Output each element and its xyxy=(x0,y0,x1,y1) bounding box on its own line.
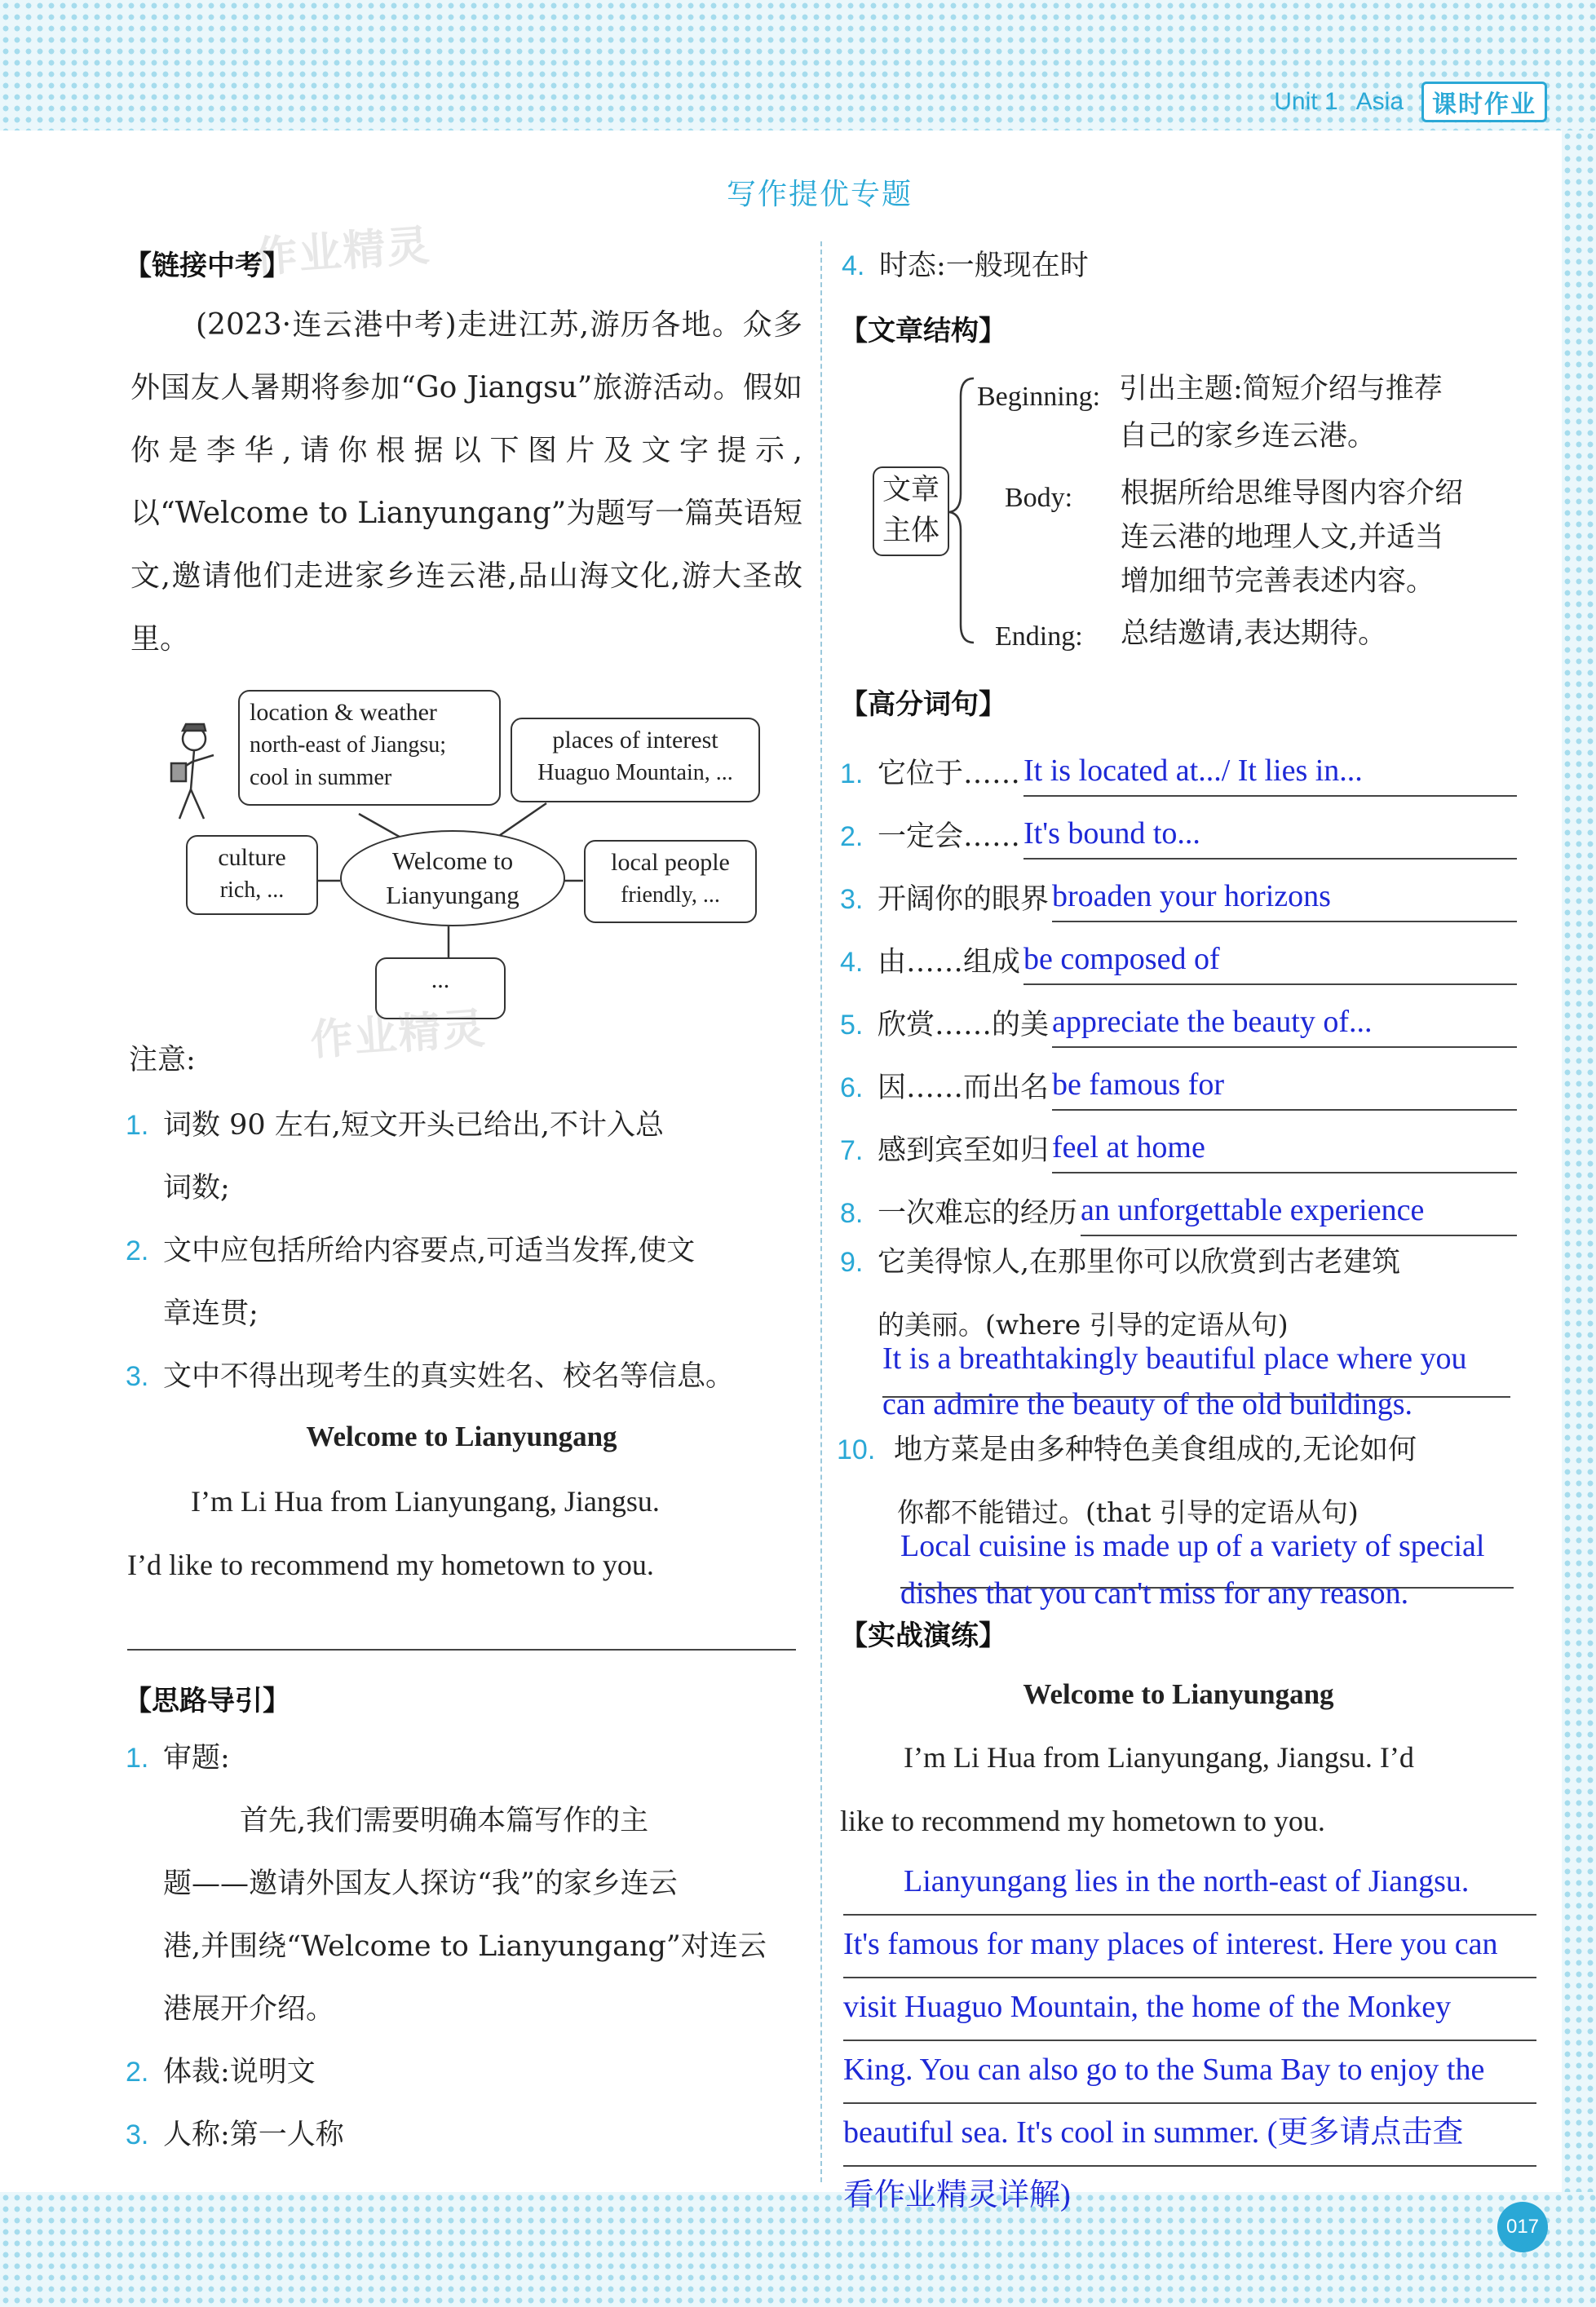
sentence-9-answer-line1: It is a breathtakingly beautiful place where you xyxy=(882,1341,1467,1376)
mindmap-location-box xyxy=(238,690,501,806)
sentence-10-prompt xyxy=(837,1419,1417,1482)
structure-root-box xyxy=(873,466,949,556)
guide-label: 审题: xyxy=(163,1742,230,1774)
phrase-prompt: 一定会…… xyxy=(878,820,1021,853)
structure-root-line2: 主体 xyxy=(882,515,939,547)
structure-ending-text: 总结邀请,表达期待。 xyxy=(1121,617,1387,650)
practice-answer-line: beautiful sea. It's cool in summer. (更多请点击查 xyxy=(843,2104,1536,2167)
mindmap-people-title: local people xyxy=(611,849,730,876)
phrase-prompt: 欣赏……的美 xyxy=(878,1009,1050,1041)
guide-item xyxy=(126,2104,811,2167)
phrase-answer: It's bound to... xyxy=(1023,811,1517,860)
phrase-number: 8. xyxy=(840,1198,864,1229)
sentence-10-text1: 地方菜是由多种特色美食组成的,无论如何 xyxy=(894,1434,1417,1466)
phrase-number: 4. xyxy=(840,947,864,978)
page-header xyxy=(1274,82,1547,122)
mindmap-culture-line1: rich, ... xyxy=(219,877,285,903)
sentence-9-number: 9. xyxy=(840,1247,864,1278)
phrase-answer: appreciate the beauty of... xyxy=(1052,999,1517,1048)
structure-body-line2: 连云港的地理人文,并适当 xyxy=(1121,521,1444,554)
sentence-10-answer-line2: dishes that you can't miss for any reason. xyxy=(900,1576,1409,1611)
guide-analysis-line: 港展开介绍。 xyxy=(163,1993,335,2026)
phrase-number: 1. xyxy=(840,758,864,789)
guide-item-tense xyxy=(842,235,1089,298)
note-text: 文中不得出现考生的真实姓名、校名等信息。 xyxy=(163,1360,735,1393)
phrase-answer: be composed of xyxy=(1023,936,1517,985)
structure-heading: 【文章结构】 xyxy=(840,315,1006,347)
phrase-list xyxy=(840,734,1517,1236)
note-item xyxy=(126,1094,811,1157)
practice-title: Welcome to Lianyungang xyxy=(1023,1678,1334,1710)
note-item xyxy=(126,1220,811,1283)
mindmap-center-oval xyxy=(340,830,565,926)
explorer-figure-icon xyxy=(171,724,214,819)
practice-heading: 【实战演练】 xyxy=(840,1620,1006,1652)
phrase-row xyxy=(840,922,1517,985)
phrase-number: 2. xyxy=(840,821,864,852)
sentence-9-prompt xyxy=(840,1231,1400,1294)
phrase-row xyxy=(840,1048,1517,1111)
structure-beginning-text xyxy=(1119,365,1443,460)
phrase-prompt: 感到宾至如归 xyxy=(878,1134,1050,1167)
note-number: 3. xyxy=(126,1361,149,1392)
practice-answer-line: visit Huaguo Mountain, the home of the Monkey xyxy=(843,1978,1536,2041)
link-exam-heading: 【链接中考】 xyxy=(124,250,290,282)
column-divider xyxy=(820,241,822,2182)
topic-label: Asia xyxy=(1355,88,1404,115)
mindmap-center-line1: Welcome to xyxy=(391,846,514,875)
sentence-9-text2: 的美丽。(where 引导的定语从句) xyxy=(878,1309,1289,1341)
guide-item xyxy=(126,2041,811,2104)
guide-list xyxy=(126,1727,811,2167)
sentence-9-answer-line2: can admire the beauty of the old buildings. xyxy=(882,1387,1413,1421)
note-text: 文中应包括所给内容要点,可适当发挥,使文 xyxy=(163,1235,696,1267)
structure-body-text xyxy=(1121,471,1463,603)
note-item xyxy=(126,1346,811,1408)
phrase-row xyxy=(840,797,1517,860)
notes-label: 注意: xyxy=(129,1044,196,1076)
guide-analysis-line: 港,并围绕“Welcome to Lianyungang”对连云 xyxy=(163,1930,767,1963)
phrase-number: 3. xyxy=(840,884,864,915)
guide-analysis-line: 题——邀请外国友人探访“我”的家乡连云 xyxy=(163,1867,678,1900)
note-number: 1. xyxy=(126,1110,149,1141)
practice-answer-line: It's famous for many places of interest. Here you can xyxy=(843,1916,1536,1978)
guide-item xyxy=(126,1727,811,1790)
notes-list xyxy=(126,1094,811,1408)
mindmap-people-line1: friendly, ... xyxy=(621,882,720,908)
phrase-prompt: 它位于…… xyxy=(878,758,1021,790)
phrase-answer: broaden your horizons xyxy=(1052,873,1517,922)
sentence-10-text2: 你都不能错过。(that 引导的定语从句) xyxy=(897,1496,1359,1528)
structure-body-line1: 根据所给思维导图内容介绍 xyxy=(1121,477,1464,510)
guide-number: 3. xyxy=(126,2119,149,2150)
dotted-right-margin xyxy=(1562,130,1596,2192)
page-number: 017 xyxy=(1497,2202,1548,2252)
guide-label: 人称:第一人称 xyxy=(163,2119,344,2151)
series-badge: 课时作业 xyxy=(1421,82,1547,122)
watermark-logo-2: 作业精灵 xyxy=(308,1004,489,1066)
mindmap-places-title: places of interest xyxy=(552,727,718,754)
phrase-prompt: 开阔你的眼界 xyxy=(878,883,1050,916)
guide-analysis-line: 首先,我们需要明确本篇写作的主 xyxy=(240,1805,649,1837)
phrase-row xyxy=(840,1173,1517,1236)
mindmap-location-line2: cool in summer xyxy=(250,765,392,790)
structure-beginning-label: Beginning: xyxy=(977,382,1101,412)
phrase-answer: an unforgettable experience xyxy=(1081,1187,1517,1236)
phrases-heading: 【高分词句】 xyxy=(840,688,1006,721)
practice-answer xyxy=(843,1853,1536,2230)
mindmap-culture-title: culture xyxy=(218,844,286,871)
sentence-9-text1: 它美得惊人,在那里你可以欣赏到古老建筑 xyxy=(878,1246,1401,1279)
phrase-number: 6. xyxy=(840,1072,864,1103)
left-essay-start-2: I’d like to recommend my hometown to you. xyxy=(127,1549,654,1581)
page-title: 写作提优专题 xyxy=(726,178,913,211)
phrase-answer: be famous for xyxy=(1052,1062,1517,1111)
phrase-number: 7. xyxy=(840,1135,864,1166)
guide-label: 时态:一般现在时 xyxy=(879,250,1089,282)
unit-label: Unit 1 xyxy=(1274,88,1338,115)
structure-beginning-line1: 引出主题:简短介绍与推荐 xyxy=(1119,373,1443,405)
practice-answer-line: 看作业精灵详解) xyxy=(843,2178,1071,2212)
guide-number: 1. xyxy=(126,1743,149,1774)
mindmap-location-title: location & weather xyxy=(250,699,437,726)
phrase-answer: It is located at.../ It lies in... xyxy=(1023,748,1517,797)
phrase-row xyxy=(840,860,1517,922)
mindmap-people-box xyxy=(584,840,757,923)
mindmap-places-line1: Huaguo Mountain, ... xyxy=(537,760,733,785)
phrase-prompt: 由……组成 xyxy=(878,946,1021,979)
phrase-number: 5. xyxy=(840,1010,864,1041)
section-divider xyxy=(127,1649,796,1651)
structure-body-label: Body: xyxy=(1005,483,1073,513)
note-text-cont: 词数; xyxy=(163,1172,230,1204)
structure-ending-label: Ending: xyxy=(995,621,1083,652)
practice-intro-2: like to recommend my hometown to you. xyxy=(840,1805,1325,1837)
phrase-prompt: 因……而出名 xyxy=(878,1072,1050,1104)
mindmap-culture-box xyxy=(186,835,318,915)
sentence-10-number: 10. xyxy=(837,1434,876,1465)
sentence-10-answer-line1: Local cuisine is made up of a variety of special xyxy=(900,1529,1485,1563)
guide-label: 体裁:说明文 xyxy=(163,2056,316,2088)
phrase-row xyxy=(840,734,1517,797)
note-number: 2. xyxy=(126,1235,149,1266)
structure-beginning-line2: 自己的家乡连云港。 xyxy=(1119,420,1377,453)
left-essay-title: Welcome to Lianyungang xyxy=(306,1421,617,1452)
phrase-answer: feel at home xyxy=(1052,1125,1517,1173)
mindmap-location-line1: north-east of Jiangsu; xyxy=(250,732,447,758)
note-text-cont: 章连贯; xyxy=(163,1297,259,1330)
mindmap-center-line2: Lianyungang xyxy=(386,881,519,909)
guide-number: 4. xyxy=(842,250,865,281)
watermark-logo: 作业精灵 xyxy=(253,221,433,283)
note-text: 词数 90 左右,短文开头已给出,不计入总 xyxy=(163,1109,665,1142)
mindmap-more-text: ... xyxy=(431,966,450,993)
phrase-prompt: 一次难忘的经历 xyxy=(878,1197,1078,1230)
phrase-row xyxy=(840,1111,1517,1173)
guide-number: 2. xyxy=(126,2057,149,2088)
phrase-row xyxy=(840,985,1517,1048)
practice-answer-line: King. You can also go to the Suma Bay to enjoy the xyxy=(843,2041,1536,2104)
exam-prompt: (2023·连云港中考)走进江苏,游历各地。众多外国友人暑期将参加“Go Jiangsu”旅游活动。假如你是李华,请你根据以下图片及文字提示,以“Welcome to Lianyungang”为题写一篇英语短文,邀请他们走进家乡连云港,品山海文化,游大圣故里。 xyxy=(130,308,802,656)
left-essay-start-1: I’m Li Hua from Lianyungang, Jiangsu. xyxy=(191,1485,660,1518)
mindmap-places-box xyxy=(511,718,760,802)
practice-intro-1: I’m Li Hua from Lianyungang, Jiangsu. I’d xyxy=(904,1741,1414,1774)
structure-root-line1: 文章 xyxy=(882,474,939,506)
structure-body-line3: 增加细节完善表述内容。 xyxy=(1121,565,1435,598)
practice-answer-line: Lianyungang lies in the north-east of Jiangsu. xyxy=(843,1853,1536,1916)
guide-heading: 【思路导引】 xyxy=(124,1685,290,1717)
